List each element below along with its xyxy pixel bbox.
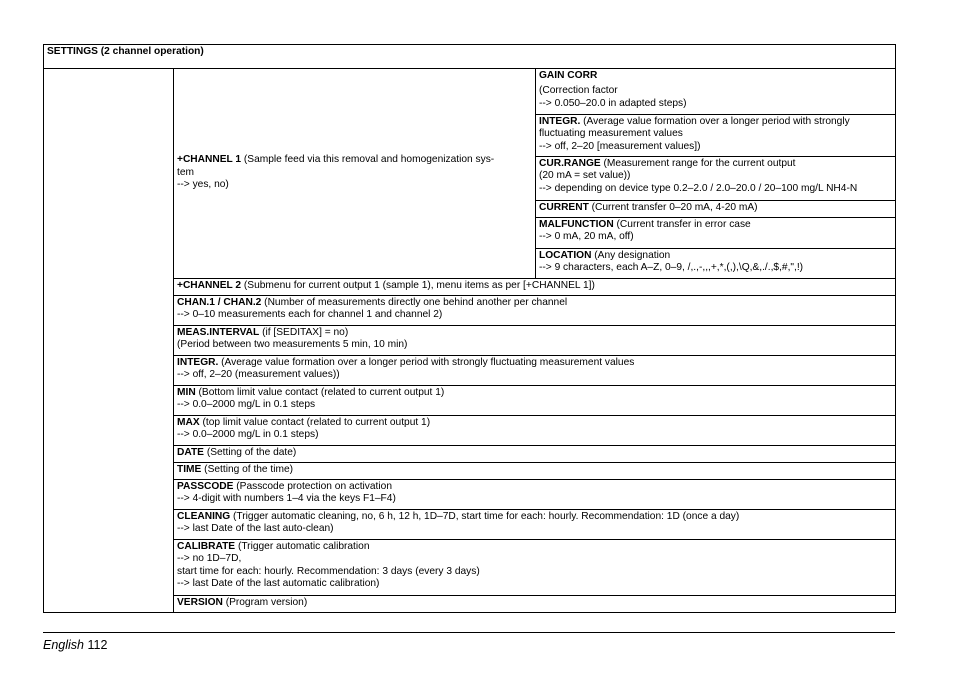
setting-key: MEAS.INTERVAL (177, 327, 260, 338)
setting-description: (Measurement range for the current output (600, 158, 796, 169)
channel1-sub-item (536, 201, 896, 218)
settings-table (43, 44, 896, 613)
setting-key: INTEGR. (177, 357, 219, 368)
setting-description: (Passcode protection on activation (233, 481, 392, 492)
channel1-sub-item (536, 115, 896, 157)
setting-detail-line: --> 0.0–2000 mg/L in 0.1 steps (177, 399, 316, 411)
setting-description: (top limit value contact (related to current output 1) (199, 417, 431, 428)
setting-detail-line: --> 0 mA, 20 mA, off) (539, 231, 634, 243)
setting-cell (174, 356, 896, 386)
setting-description: (Trigger automatic calibration (235, 541, 370, 552)
table-header-row (44, 45, 896, 69)
setting-description: (Any designation (591, 250, 671, 261)
setting-detail-line: --> 0–10 measurements each for channel 1 and channel 2) (177, 309, 443, 321)
setting-description: (Setting of the date) (203, 447, 297, 458)
setting-key: VERSION (177, 597, 223, 608)
setting-description: (Current transfer in error case (613, 219, 751, 230)
channel1-sub-item (536, 157, 896, 201)
setting-key: MALFUNCTION (539, 219, 614, 230)
setting-key: INTEGR. (539, 116, 581, 127)
setting-description: (Average value formation over a longer period with strongly (580, 116, 850, 127)
setting-description: (Number of measurements directly one behind another per channel (261, 297, 568, 308)
setting-detail-line: start time for each: hourly. Recommendation: 3 days (every 3 days) (177, 565, 480, 577)
setting-key: +CHANNEL 2 (177, 280, 242, 291)
channel1-detail-line: tem (177, 166, 194, 178)
setting-key: DATE (177, 447, 204, 458)
setting-detail-line: --> 4-digit with numbers 1–4 via the keys F1–F4) (177, 493, 396, 505)
setting-key: PASSCODE (177, 481, 234, 492)
setting-description: (if [SEDITAX] = no) (259, 327, 349, 338)
setting-detail-line: --> depending on device type 0.2–2.0 / 2.0–20.0 / 20–100 mg/L NH4-N (539, 182, 858, 194)
footer-language: English (43, 638, 84, 652)
setting-cell (174, 510, 896, 540)
setting-detail-line: --> 9 characters, each A–Z, 0–9, /,.,-,,,+,*,(,),\Q,&,./.,$,#,",!) (539, 262, 804, 274)
setting-description: (Trigger automatic cleaning, no, 6 h, 12 h, 1D–7D, start time for each: hourly. Recommendation: 1D (once a day) (230, 511, 740, 522)
setting-detail-line: fluctuating measurement values (539, 128, 683, 140)
channel1-sub-item (536, 218, 896, 249)
setting-detail-line: (Period between two measurements 5 min, 10 min) (177, 339, 408, 351)
setting-cell (174, 416, 896, 446)
channel1-description: (Sample feed via this removal and homogenization sys- (241, 154, 495, 166)
setting-detail-line: --> off, 2–20 [measurement values]) (539, 140, 701, 152)
setting-key: MAX (177, 417, 200, 428)
setting-key: CALIBRATE (177, 541, 236, 552)
setting-cell (174, 386, 896, 416)
setting-key: TIME (177, 464, 202, 475)
setting-detail-line: --> 0.050–20.0 in adapted steps) (539, 97, 687, 109)
setting-key: CHAN.1 / CHAN.2 (177, 297, 262, 308)
table-row (44, 69, 896, 115)
setting-detail-line: --> last Date of the last auto-clean) (177, 523, 334, 535)
blank-left-cell (44, 69, 174, 613)
setting-cell (174, 296, 896, 326)
setting-detail-line: (20 mA = set value)) (539, 170, 631, 182)
setting-description: (Setting of the time) (201, 464, 294, 475)
setting-description: (Average value formation over a longer period with strongly fluctuating measurement values (218, 357, 635, 368)
page-footer (43, 638, 107, 652)
setting-key: CLEANING (177, 511, 231, 522)
channel1-cell (174, 69, 536, 279)
footer-page-number: 112 (87, 638, 108, 652)
channel1-detail-line: --> yes, no) (177, 179, 229, 191)
setting-cell (174, 446, 896, 463)
setting-detail-line: --> 0.0–2000 mg/L in 0.1 steps) (177, 429, 319, 441)
setting-detail-line: --> off, 2–20 (measurement values)) (177, 369, 340, 381)
setting-key: GAIN CORR (539, 70, 598, 81)
setting-cell (174, 480, 896, 510)
setting-description: (Bottom limit value contact (related to current output 1) (195, 387, 445, 398)
setting-detail-line: --> last Date of the last automatic calibration) (177, 578, 380, 590)
setting-key: MIN (177, 387, 196, 398)
setting-key: LOCATION (539, 250, 592, 261)
setting-cell (174, 463, 896, 480)
footer-rule (43, 632, 895, 633)
setting-description: (Program version) (222, 597, 308, 608)
channel1-sub-item (536, 249, 896, 279)
table-title: SETTINGS (2 channel operation) (44, 45, 896, 69)
setting-description: (Submenu for current output 1 (sample 1), menu items as per [+CHANNEL 1]) (241, 280, 595, 291)
channel1-sub-item (536, 69, 896, 115)
setting-key: CUR.RANGE (539, 158, 601, 169)
setting-detail-line: --> no 1D–7D, (177, 553, 242, 565)
setting-key: CURRENT (539, 202, 589, 213)
channel1-key: +CHANNEL 1 (177, 154, 242, 166)
setting-cell (174, 596, 896, 613)
setting-detail-line: (Correction factor (539, 85, 618, 97)
setting-cell (174, 540, 896, 596)
setting-cell (174, 326, 896, 356)
setting-cell (174, 279, 896, 296)
setting-description: (Current transfer 0–20 mA, 4-20 mA) (588, 202, 758, 213)
